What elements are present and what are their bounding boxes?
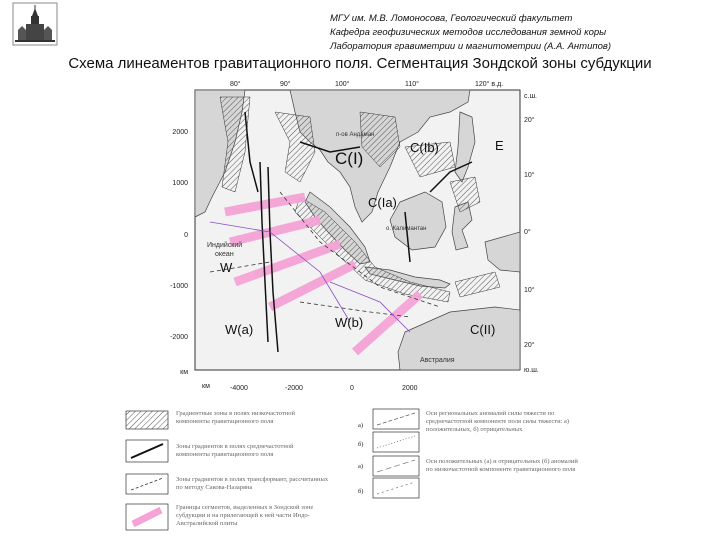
header-university: МГУ им. М.В. Ломоносова, Геологический факультет bbox=[330, 13, 573, 24]
legend-item-regional-axes: Оси региональных аномалий силы тяжести по среднечастотной компоненте поля силы тяжести: а) положительных, б) отрицательных bbox=[426, 410, 570, 433]
km-y-label: 1000 bbox=[172, 180, 188, 187]
place-australia: Австралия bbox=[420, 357, 455, 364]
lat-label: 0° bbox=[524, 229, 531, 236]
km-x-label: -4000 bbox=[230, 385, 248, 392]
legend-letter-a1: а) bbox=[358, 422, 364, 429]
region-label-c-ia: C(Ia) bbox=[368, 195, 397, 210]
km-y-label: 0 bbox=[184, 232, 188, 239]
lon-label: 100° bbox=[335, 81, 350, 88]
lat-label: с.ш. bbox=[524, 93, 538, 100]
km-x-label: -2000 bbox=[285, 385, 303, 392]
header-laboratory: Лаборатория гравиметрии и магнитометрии (А.А. Антипов) bbox=[330, 41, 611, 52]
lat-label: 20° bbox=[524, 117, 535, 124]
msu-logo-icon bbox=[12, 2, 58, 46]
header-department: Кафедра геофизических методов исследования земной коры bbox=[330, 27, 607, 38]
km-y-label: км bbox=[180, 369, 188, 376]
region-label-w-b: W(b) bbox=[335, 315, 364, 330]
region-label-c-ib: C(Ib) bbox=[410, 140, 439, 155]
km-x-label: 2000 bbox=[402, 385, 418, 392]
legend-item-segment-bounds: Границы сегментов, выделенных в Зондской зоне субдукции и на прилегающей к ней части Индо-Австралийской плиты bbox=[176, 504, 314, 527]
legend-symbols-right bbox=[372, 408, 422, 500]
place-indian-ocean-1: Индийский bbox=[207, 242, 243, 249]
lineament-map bbox=[150, 72, 545, 397]
lat-label: 20° bbox=[524, 342, 535, 349]
region-label-w-a: W(a) bbox=[225, 322, 254, 337]
legend-item-low-freq: Градиентные зоны в полях низкочастотной компоненты гравитационного поля bbox=[176, 410, 295, 425]
km-y-label: 2000 bbox=[172, 129, 188, 136]
legend-letter-b1: б) bbox=[358, 441, 364, 448]
km-x-label: 0 bbox=[350, 385, 354, 392]
legend-item-transforms: Зоны градиентов в полях трансформант, рассчитанных по методу Сакова-Назаряна bbox=[176, 476, 329, 491]
km-y-label: -2000 bbox=[170, 334, 188, 341]
lon-label: 80° bbox=[230, 81, 241, 88]
legend-item-low-freq-axes: Оси положительных (а) и отрицательных (б) аномалий по низкочастотной компоненте гравитационного поля bbox=[426, 458, 578, 473]
place-kalimantan: о. Калимантан bbox=[386, 226, 427, 232]
lon-label: 90° bbox=[280, 81, 291, 88]
legend-letter-b2: б) bbox=[358, 488, 364, 495]
lat-label: 10° bbox=[524, 287, 535, 294]
km-y-label: -1000 bbox=[170, 283, 188, 290]
lon-label: 110° bbox=[405, 81, 419, 88]
region-label-e: E bbox=[495, 138, 504, 153]
lat-label: ю.ш. bbox=[524, 367, 539, 374]
page-title: Схема линеаментов гравитационного поля. Сегментация Зондской зоны субдукции bbox=[68, 55, 652, 72]
lon-label: 120° в.д. bbox=[475, 81, 504, 88]
km-x-label: км bbox=[202, 383, 210, 390]
region-label-c-i: C(I) bbox=[335, 149, 364, 168]
region-label-w: W bbox=[220, 260, 233, 275]
legend-symbols-left bbox=[125, 410, 170, 535]
place-andaman: п-ов Андаман bbox=[336, 132, 375, 138]
place-indian-ocean-2: океан bbox=[215, 251, 234, 258]
lat-label: 10° bbox=[524, 172, 535, 179]
legend-item-mid-freq: Зоны градиентов в полях среднечастотной компоненты гравитационного поля bbox=[176, 443, 294, 458]
legend-letter-a2: а) bbox=[358, 463, 364, 470]
region-label-c-ii: C(II) bbox=[470, 322, 496, 337]
